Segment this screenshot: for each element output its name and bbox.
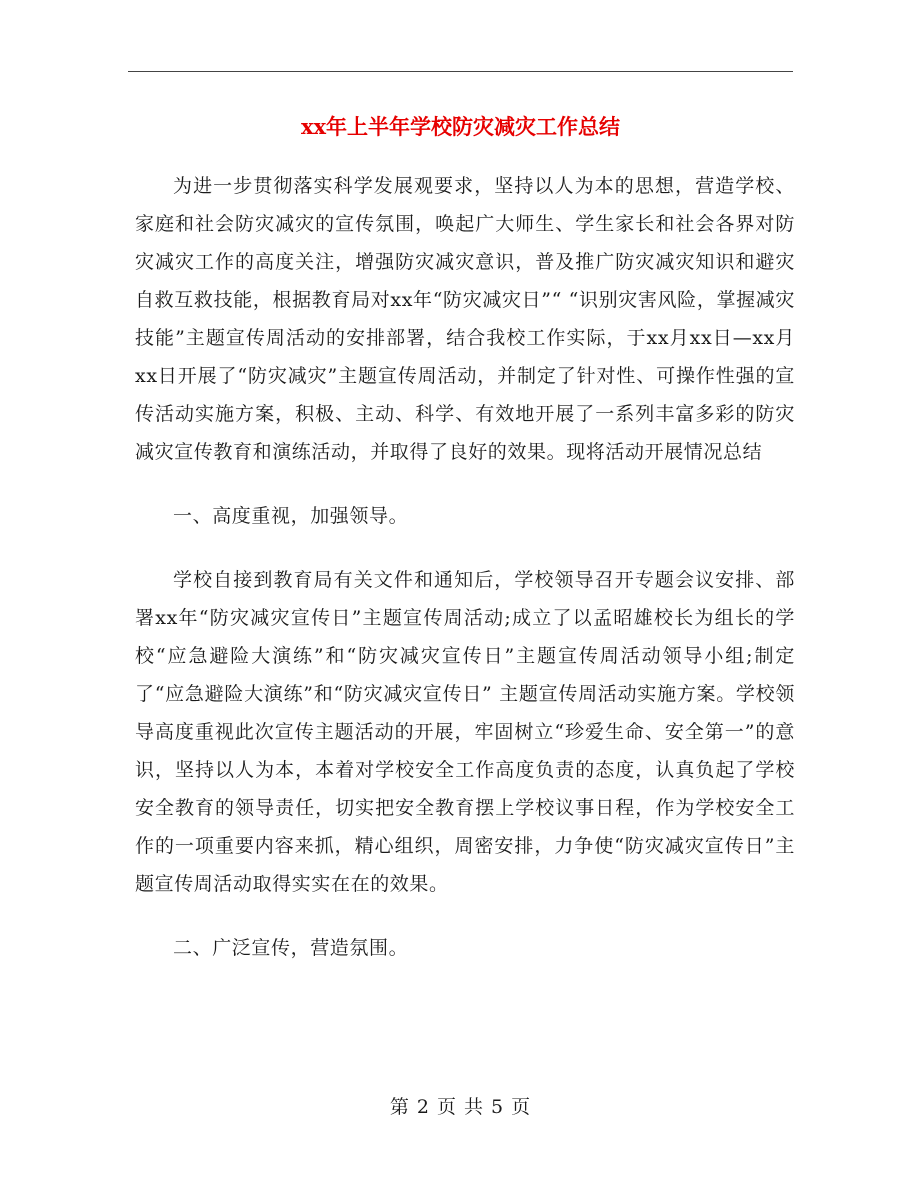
header-rule bbox=[128, 71, 793, 72]
page-number: 第 2 页 共 5 页 bbox=[389, 1096, 532, 1118]
section-heading-2: 二、广泛宣传，营造氛围。 bbox=[173, 937, 409, 959]
document-title: xx年上半年学校防灾减灾工作总结 bbox=[300, 114, 621, 139]
paragraph-intro: 为进一步贯彻落实科学发展观要求，坚持以人为本的思想，营造学校、家庭和社会防灾减灾的宣传氛围，唤起广大师生、学生家长和社会各界对防灾减灾工作的高度关注，增强防灾减灾意识，普及推广防灾减灾知识和避灾自救互救技能，根据教育局对xx年“防灾减灾日”“ “识别灾害风险，掌握减灾技能”主题宣传周活动的安排部署，结合我校工作实际，于xx月xx日—xx月xx日开展了“防灾减灾”主题宣传周活动，并制定了针对性、可操作性强的宣传活动实施方案，积极、主动、科学、有效地开展了一系列丰富多彩的防灾减灾宣传教育和演练活动，并取得了良好的效果。现将活动开展情况总结 bbox=[135, 175, 795, 463]
document-body bbox=[135, 167, 795, 967]
paragraph-section-1: 学校自接到教育局有关文件和通知后，学校领导召开专题会议安排、部署xx年“防灾减灾宣传日”主题宣传周活动;成立了以孟昭雄校长为组长的学校“应急避险大演练”和“防灾减灾宣传日”主题宣传周活动领导小组;制定了“应急避险大演练”和“防灾减灾宣传日” 主题宣传周活动实施方案。学校领导高度重视此次宣传主题活动的开展，牢固树立“珍爱生命、安全第一”的意识，坚持以人为本，本着对学校安全工作高度负责的态度，认真负起了学校安全教育的领导责任，切实把安全教育摆上学校议事日程，作为学校安全工作的一项重要内容来抓，精心组织，周密安排，力争使“防灾减灾宣传日”主题宣传周活动取得实实在在的效果。 bbox=[135, 569, 795, 895]
section-heading-1: 一、高度重视，加强领导。 bbox=[173, 505, 409, 527]
